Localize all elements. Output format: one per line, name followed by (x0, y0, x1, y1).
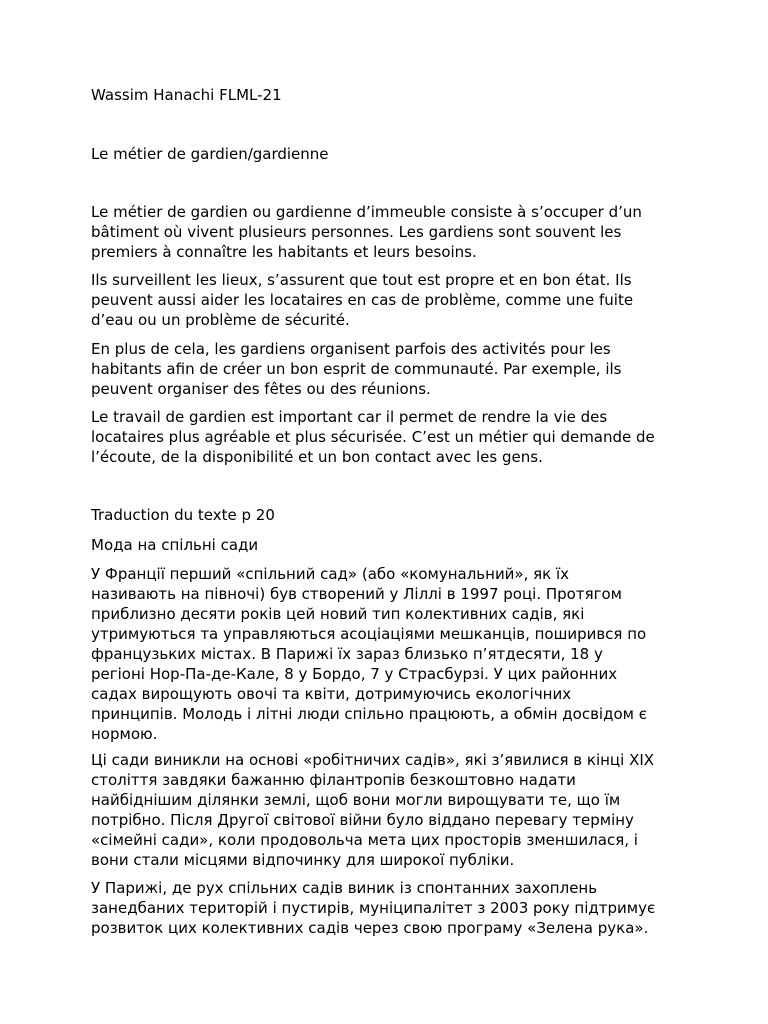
french-paragraph: Le travail de gardien est important car il permet de rendre la vie des locataires plus agréable et plus sécurisée. C’est un métier qui demande de l’écoute, de la disponibilité et un bon contact avec les gens. (91, 408, 655, 466)
french-paragraph: Ils surveillent les lieux, s’assurent que tout est propre et en bon état. Ils peuvent aussi aider les locataires en cas de problème, comme une fuite d’eau ou un problème de sécurité. (91, 271, 634, 329)
ukrainian-paragraph: У Франції перший «спільний сад» (або «комунальний», як їх називають на півночі) був створений у Ліллі в 1997 році. Протягом приблизно десяти років цей новий тип колективних садів, які утримуються та управляються асоціаціями мешканців, поширився по французьких містах. В Парижі їх зараз близько п’ятдесяти, 18 у регіоні Нор-Па-де-Кале, 8 у Бордо, 7 у Страсбурзі. У цих районних садах вирощують овочі та квіти, дотримуючись екологічних принципів. Молодь і літні люди спільно працюють, а обмін досвідом є нормою. (91, 565, 647, 743)
ukrainian-paragraph: Ці сади виникли на основі «робітничих садів», які з’явилися в кінці XIX століття завдяки бажанню філантропів безкоштовно надати найбіднішим ділянки землі, щоб вони могли вирощувати те, що їм потрібно. Після Другої світової війни було віддано перевагу терміну «сімейні сади», коли продовольча мета цих просторів зменшилася, і вони стали місцями відпочинку для широкої публіки. (91, 751, 655, 869)
translation-title: Мода на спільні сади (91, 536, 259, 554)
author-line: Wassim Hanachi FLML-21 (91, 86, 282, 104)
french-paragraph: Le métier de gardien ou gardienne d’immeuble consiste à s’occuper d’un bâtiment où vivent plusieurs personnes. Les gardiens sont souvent les premiers à connaître les habitants et leurs besoins. (91, 203, 642, 261)
translation-heading: Traduction du texte p 20 (91, 506, 275, 524)
ukrainian-paragraph: У Парижі, де рух спільних садів виник із спонтанних захоплень занедбаних територій і пустирів, муніципалітет з 2003 року підтримує розвиток цих колективних садів через свою програму «Зелена рука». (91, 879, 656, 937)
french-paragraph: En plus de cela, les gardiens organisent parfois des activités pour les habitants afin de créer un bon esprit de communauté. Par exemple, ils peuvent organiser des fêtes ou des réunions. (91, 340, 622, 398)
document-title: Le métier de gardien/gardienne (91, 145, 329, 163)
